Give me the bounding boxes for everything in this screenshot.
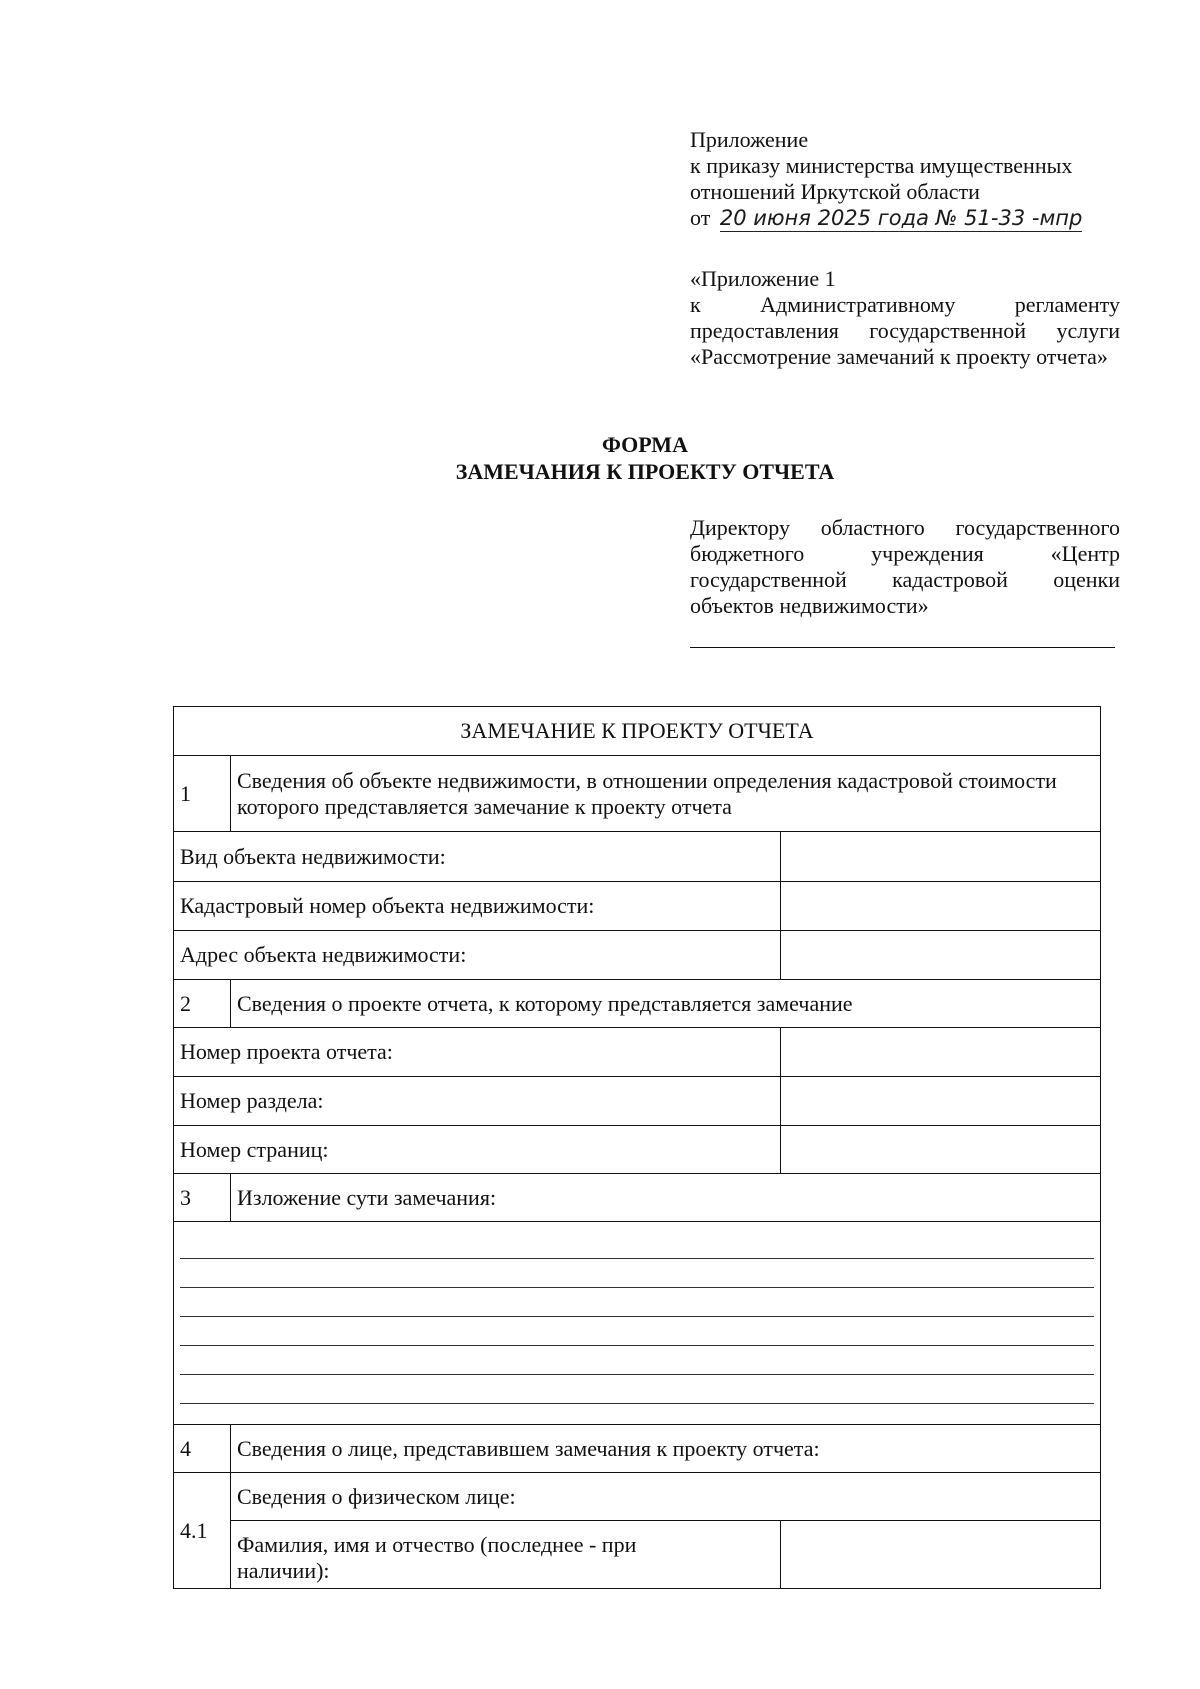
addressee-signature-line [690, 647, 1115, 648]
remark-form-table [173, 706, 1101, 1589]
section-4-number: 4 [174, 1425, 231, 1473]
write-line [180, 1346, 1094, 1375]
addressee-block: Директору областного государственного бюджетного учреждения «Центр государственной кадастровой оценки объектов недвижимости» [690, 515, 1120, 618]
field-row [174, 1521, 1101, 1589]
field-row [174, 1126, 1101, 1174]
section-4-row [174, 1425, 1101, 1473]
write-line [180, 1375, 1094, 1404]
form-header: ЗАМЕЧАНИЕ К ПРОЕКТУ ОТЧЕТА [174, 707, 1101, 756]
field-row [174, 1028, 1101, 1077]
field-label-address: Адрес объекта недвижимости: [174, 931, 781, 980]
appendix-ministry-line: отношений Иркутской области [690, 179, 980, 204]
appendix-header [690, 127, 1130, 232]
field-label-full-name: Фамилия, имя и отчество (последнее - при наличии): [231, 1521, 781, 1589]
form-title [0, 431, 1200, 485]
field-value-page-numbers[interactable] [781, 1126, 1101, 1174]
date-prefix: от [690, 205, 711, 230]
section-1-text: Сведения об объекте недвижимости, в отношении определения кадастровой стоимости которого представляется замечание к проекту отчета [231, 756, 1101, 832]
field-row [174, 931, 1101, 980]
appendix-date-line [690, 205, 1130, 232]
section-41-text: Сведения о физическом лице: [231, 1473, 1101, 1521]
write-line [180, 1230, 1094, 1259]
section-1-row [174, 756, 1101, 832]
form-header-row [174, 707, 1101, 756]
form-title-line2: ЗАМЕЧАНИЯ К ПРОЕКТУ ОТЧЕТА [455, 459, 835, 484]
appendix1-text: к Административному регламенту предоставления государственной услуги «Рассмотрение замечаний к проекту отчета» [690, 292, 1120, 369]
section-2-row [174, 980, 1101, 1028]
field-row [174, 832, 1101, 882]
write-line [180, 1317, 1094, 1346]
field-label-object-type: Вид объекта недвижимости: [174, 832, 781, 882]
field-label-page-numbers: Номер страниц: [174, 1126, 781, 1174]
write-line [180, 1259, 1094, 1288]
appendix1-block [690, 266, 1120, 370]
field-value-object-type[interactable] [781, 832, 1101, 882]
field-value-report-number[interactable] [781, 1028, 1101, 1077]
field-value-address[interactable] [781, 931, 1101, 980]
section-2-number: 2 [174, 980, 231, 1028]
field-label-section-number: Номер раздела: [174, 1077, 781, 1126]
field-label-cadastral-number: Кадастровый номер объекта недвижимости: [174, 882, 781, 931]
appendix1-label: «Приложение 1 [690, 266, 836, 291]
section-1-number: 1 [174, 756, 231, 832]
write-line [180, 1288, 1094, 1317]
section-3-number: 3 [174, 1174, 231, 1222]
section-41-row [174, 1473, 1101, 1521]
appendix-order-line: к приказу министерства имущественных [690, 153, 1073, 178]
field-row [174, 1077, 1101, 1126]
section-3-row [174, 1174, 1101, 1222]
section-2-text: Сведения о проекте отчета, к которому представляется замечание [231, 980, 1101, 1028]
appendix-label: Приложение [690, 127, 809, 152]
section-3-text: Изложение сути замечания: [231, 1174, 1101, 1222]
remark-text-area-row [174, 1222, 1101, 1425]
field-value-cadastral-number[interactable] [781, 882, 1101, 931]
field-value-full-name[interactable] [781, 1521, 1101, 1589]
field-value-section-number[interactable] [781, 1077, 1101, 1126]
remark-text-area[interactable] [174, 1222, 1101, 1425]
handwritten-date: 20 июня 2025 года № 51-33 -мпр [719, 206, 1083, 230]
form-title-line1: ФОРМА [602, 432, 688, 457]
field-label-report-number: Номер проекта отчета: [174, 1028, 781, 1077]
field-row [174, 882, 1101, 931]
section-41-number: 4.1 [174, 1473, 231, 1589]
section-4-text: Сведения о лице, представившем замечания к проекту отчета: [231, 1425, 1101, 1473]
